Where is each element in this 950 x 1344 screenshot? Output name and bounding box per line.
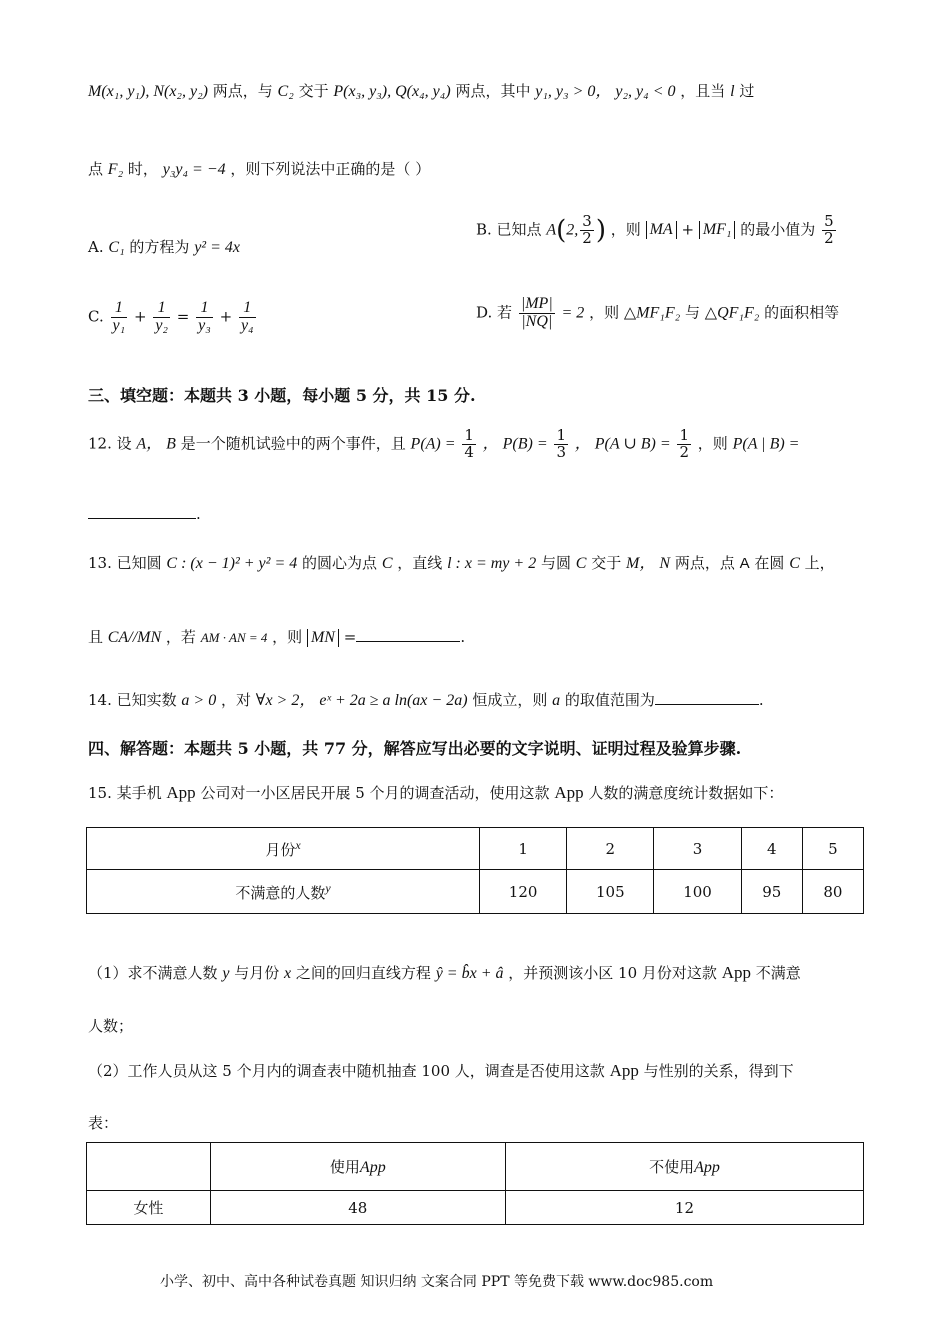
empty-header <box>87 1143 211 1191</box>
text: 之间的回归直线方程 <box>295 964 431 982</box>
math-line: l : x = my + 2 <box>447 555 537 572</box>
text: 上， <box>804 554 835 572</box>
text: 两点，点 <box>674 554 735 572</box>
math-triangle-1: △MF₁F₂ <box>623 304 681 322</box>
paren: ( <box>556 215 567 246</box>
text: 过 <box>739 82 755 100</box>
text: ，且当 <box>680 82 726 100</box>
var-y: y <box>325 880 331 895</box>
math-pab: ， P(A ∪ B) = <box>574 435 671 453</box>
num: 5 <box>824 212 834 230</box>
equals: = <box>176 307 190 326</box>
footer-text: 小学、初中、高中各种试卷真题 知识归纳 文案合同 PPT 等免费下载 www.doc985.com <box>160 1274 714 1290</box>
fraction-1-y1 <box>111 300 128 335</box>
q-number: 13. 已知圆 <box>88 554 162 572</box>
num: 1 <box>239 300 256 318</box>
line-1 <box>88 78 754 101</box>
q12-answer-line <box>88 504 201 523</box>
den: y₄ <box>240 316 254 334</box>
math-conditions: y₁, y₃ > 0， y₂, y₄ < 0 <box>535 83 676 100</box>
math-c1: C₁ <box>108 239 125 256</box>
text: （2）工作人员从这 5 个月内的调查表中随机抽查 100 人，调查是否使用这款 <box>88 1062 605 1080</box>
math-y3y4: y₃y₄ = −4 <box>162 161 226 178</box>
app-name: App <box>721 963 751 982</box>
math-inequality: ∀x > 2， eˣ + 2a ≥ a ln(ax − 2a) <box>255 692 468 709</box>
table-cell: 100 <box>654 870 741 914</box>
header-text: 月份 <box>265 840 296 859</box>
period: . <box>460 628 466 646</box>
gender-table <box>86 1142 864 1225</box>
fraction-1-3 <box>554 428 568 461</box>
den: |NQ| <box>521 312 553 330</box>
option-d <box>476 296 839 331</box>
fraction-mp-nq <box>519 296 555 331</box>
abs-mn: MN <box>307 629 339 647</box>
table-cell: 女性 <box>87 1191 211 1225</box>
header-use-app <box>210 1143 505 1191</box>
app-name: App <box>359 1159 386 1176</box>
math-equation: y² = 4x <box>194 239 240 256</box>
plus: + <box>219 307 233 326</box>
q-number: 14. 已知实数 <box>88 691 177 709</box>
text: ，直线 <box>397 554 443 572</box>
math-pq-points: P(x₃, y₃), Q(x₄, y₄) <box>333 83 451 100</box>
var-y: y <box>222 965 230 982</box>
text: 交于 <box>591 554 622 572</box>
text: 的圆心为点 <box>302 554 378 572</box>
text: ，则 <box>589 303 620 322</box>
text: ，若 <box>165 628 196 646</box>
text: 且 <box>88 628 104 646</box>
equals-2: = 2 <box>561 304 585 322</box>
var-x: x <box>284 965 292 982</box>
den: 4 <box>464 442 474 461</box>
math-c: C <box>789 555 800 572</box>
table-row-month <box>87 828 864 870</box>
den: y₂ <box>155 316 168 334</box>
line-2 <box>88 158 430 179</box>
math-c: C <box>575 555 587 572</box>
answer-blank[interactable] <box>88 504 196 519</box>
text: 时， <box>127 160 158 178</box>
equals: = <box>343 628 357 646</box>
q-number: 15. 某手机 <box>88 784 162 802</box>
table-row-unsatisfied <box>87 870 864 914</box>
math-regression: ŷ = b̂x + â <box>435 965 504 982</box>
text: 的取值范围为 <box>564 691 655 709</box>
text: 公司对一小区居民开展 5 个月的调查活动，使用这款 <box>200 784 550 802</box>
math-triangle-2: △QF₁F₂ <box>704 304 760 322</box>
header-text: 不满意的人数 <box>235 883 326 902</box>
answer-blank[interactable] <box>655 690 759 705</box>
option-c <box>88 300 258 335</box>
question-12 <box>88 428 799 461</box>
den: y₃ <box>198 316 211 334</box>
table-cell: 3 <box>654 828 741 870</box>
option-label: D. 若 <box>476 303 513 322</box>
text: ，对 <box>220 691 251 709</box>
math-mn: M， N <box>626 555 671 572</box>
math-parallel: CA//MN <box>107 629 162 646</box>
option-label: B. 已知点 <box>476 220 542 239</box>
text: 恒成立，则 <box>472 691 548 709</box>
math-a: a <box>552 692 561 709</box>
abs-mf1: MF₁ <box>699 221 736 239</box>
table-cell: 2 <box>567 828 654 870</box>
den: 2 <box>582 228 592 247</box>
fraction-1-y2 <box>153 300 170 335</box>
app-name: App <box>166 783 196 802</box>
text: 的最小值为 <box>740 220 816 239</box>
math-dot-product: AM · AN = 4 <box>200 630 268 645</box>
period: . <box>196 505 201 523</box>
plus: + <box>133 307 147 326</box>
option-b <box>476 214 838 247</box>
math-a: A <box>546 221 557 239</box>
math-l: l <box>730 83 735 100</box>
q15-part-1 <box>88 962 801 983</box>
app-name: App <box>554 783 584 802</box>
q15-part-2-line-2: 表： <box>88 1114 119 1132</box>
abs-ma: MA <box>646 221 677 239</box>
fraction-1-4 <box>462 428 476 461</box>
text: 点 <box>88 160 104 178</box>
option-label: A. <box>88 238 104 256</box>
num: 1 <box>196 300 213 318</box>
math-c: C <box>381 555 393 572</box>
math-circle: C : (x − 1)² + y² = 4 <box>166 555 298 572</box>
den: 2 <box>679 442 690 461</box>
header-text: 使用 <box>329 1158 360 1176</box>
text: 与性别的关系，得到下 <box>643 1062 794 1080</box>
table-cell: 95 <box>741 870 802 914</box>
plus: + <box>681 220 695 239</box>
text: 与月份 <box>234 964 280 982</box>
header-text: 不使用 <box>649 1158 695 1176</box>
question-15-intro <box>88 782 783 803</box>
table-cell: 1 <box>480 828 567 870</box>
text: 是一个随机试验中的两个事件，且 <box>180 434 406 453</box>
row-header <box>87 870 480 914</box>
num: 1 <box>153 300 170 318</box>
text: 的面积相等 <box>764 303 840 322</box>
q15-part-1-line-2: 人数； <box>88 1017 134 1035</box>
math-mn-points: M(x₁, y₁), N(x₂, y₂) <box>88 83 208 100</box>
text: 不满意 <box>755 964 801 982</box>
num: 1 <box>556 426 566 444</box>
paren: ) <box>595 215 606 246</box>
text: ，并预测该小区 10 月份对这款 <box>508 964 717 982</box>
section-3-heading: 三、填空题：本题共 3 小题，每小题 5 分，共 15 分. <box>88 386 476 405</box>
fraction-1-y4 <box>239 300 256 335</box>
row-header <box>87 828 480 870</box>
table-cell: 80 <box>802 870 863 914</box>
text: ，则 <box>610 220 641 239</box>
math-a-positive: a > 0 <box>181 692 217 709</box>
text: 两点，与 <box>212 82 273 100</box>
option-label: C. <box>88 307 104 326</box>
text: 的方程为 <box>129 238 190 256</box>
num: 1 <box>111 300 128 318</box>
num: 1 <box>464 426 474 444</box>
den: y₁ <box>112 316 126 334</box>
app-name: App <box>694 1159 720 1176</box>
math-c2: C₂ <box>277 83 294 100</box>
math-pa: P(A) = <box>410 435 456 453</box>
math-pb: ， P(B) = <box>482 435 548 453</box>
question-14 <box>88 687 764 710</box>
text: （1）求不满意人数 <box>88 964 218 982</box>
text: 在圆 <box>754 554 785 572</box>
text: 与 <box>684 303 700 322</box>
num: 3 <box>582 212 592 230</box>
math-conditional: P(A | B) = <box>732 435 800 453</box>
num: 1 <box>679 426 690 444</box>
header-no-app <box>505 1143 863 1191</box>
math-point-x: 2, <box>566 221 579 239</box>
den: 2 <box>824 228 834 247</box>
math-f2: F₂ <box>107 161 124 178</box>
fraction-1-y3 <box>196 300 213 335</box>
table-row-female <box>87 1191 864 1225</box>
fraction-5-2 <box>822 214 836 247</box>
var-x: x <box>295 837 301 852</box>
text: ，则下列说法中正确的是（ ） <box>230 160 431 178</box>
text: 与圆 <box>540 554 571 572</box>
text: ，则 <box>697 434 728 453</box>
text: 交于 <box>298 82 329 100</box>
text: 人数的满意度统计数据如下： <box>588 784 784 802</box>
app-name: App <box>609 1061 639 1080</box>
section-4-heading: 四、解答题：本题共 5 小题，共 77 分，解答应写出必要的文字说明、证明过程及验算步骤. <box>88 739 742 758</box>
table-cell: 120 <box>480 870 567 914</box>
period: . <box>758 691 764 709</box>
table-cell: 48 <box>210 1191 505 1225</box>
den: 3 <box>556 442 566 461</box>
table-cell: 105 <box>567 870 654 914</box>
fraction-1-2 <box>677 428 691 461</box>
fraction-3-2 <box>580 214 594 247</box>
answer-blank[interactable] <box>356 627 460 642</box>
table-header-row <box>87 1143 864 1191</box>
table-cell: 12 <box>505 1191 863 1225</box>
q15-part-2 <box>88 1060 794 1081</box>
math-events: A， B <box>136 435 176 453</box>
survey-table <box>86 827 864 914</box>
table-cell: 4 <box>741 828 802 870</box>
question-13-line-2 <box>88 626 465 647</box>
option-a <box>88 236 240 257</box>
num: |MP| <box>520 295 553 312</box>
math-a: A <box>739 555 750 572</box>
text: ，则 <box>272 628 303 646</box>
text: 两点，其中 <box>455 82 531 100</box>
table-cell: 5 <box>802 828 863 870</box>
question-13 <box>88 550 835 573</box>
q-number: 12. 设 <box>88 434 132 453</box>
